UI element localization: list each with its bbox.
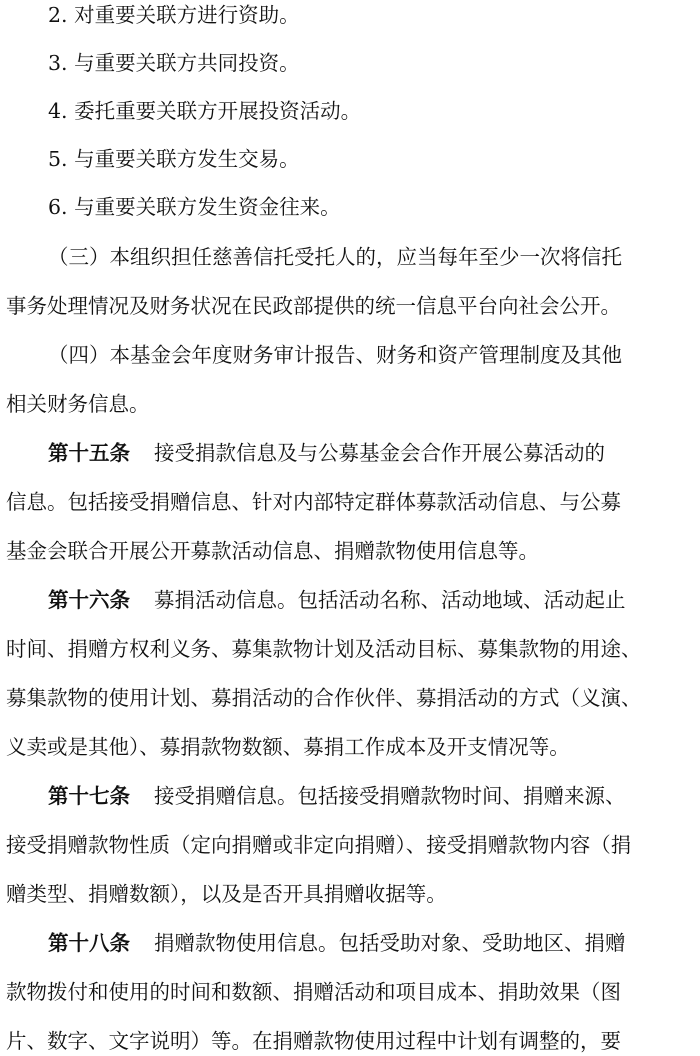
article-line: 赠类型、捐赠数额），以及是否开具捐赠收据等。	[6, 882, 447, 906]
list-item: 5. 与重要关联方发生交易。	[48, 147, 300, 171]
article-line: 片、数字、文字说明）等。在捐赠款物使用过程中计划有调整的，要	[6, 1029, 621, 1053]
article-heading: 第十五条	[48, 441, 130, 465]
article-line: 基金会联合开展公开募款活动信息、捐赠款物使用信息等。	[6, 539, 539, 563]
article-first-line	[48, 586, 626, 614]
article-line: 时间、捐赠方权利义务、募集款物计划及活动目标、募集款物的用途、	[6, 637, 642, 661]
article-heading: 第十八条	[48, 931, 130, 955]
article-text: 接受捐款信息及与公募基金会合作开展公募活动的	[154, 441, 605, 465]
article-first-line	[48, 782, 626, 810]
article-line: 义卖或是其他）、募捐款物数额、募捐工作成本及开支情况等。	[6, 735, 570, 759]
list-item: 2. 对重要关联方进行资助。	[48, 3, 300, 27]
article-text: 捐赠款物使用信息。包括受助对象、受助地区、捐赠	[154, 931, 626, 955]
list-item: 4. 委托重要关联方开展投资活动。	[48, 99, 362, 123]
article-heading: 第十七条	[48, 784, 130, 808]
article-line: 信息。包括接受捐赠信息、针对内部特定群体募款活动信息、与公募	[6, 490, 621, 514]
article-heading: 第十六条	[48, 588, 130, 612]
article-line: 募集款物的使用计划、募捐活动的合作伙伴、募捐活动的方式（义演、	[6, 686, 642, 710]
list-item: 3. 与重要关联方共同投资。	[48, 51, 300, 75]
article-line: 接受捐赠款物性质（定向捐赠或非定向捐赠）、接受捐赠款物内容（捐	[6, 833, 632, 857]
article-first-line	[48, 439, 605, 467]
paragraph-line: （三）本组织担任慈善信托受托人的，应当每年至少一次将信托	[48, 245, 622, 269]
article-line: 款物拨付和使用的时间和数额、捐赠活动和项目成本、捐助效果（图	[6, 980, 621, 1004]
article-text: 接受捐赠信息。包括接受捐赠款物时间、捐赠来源、	[154, 784, 626, 808]
article-text: 募捐活动信息。包括活动名称、活动地域、活动起止	[154, 588, 626, 612]
paragraph-line: 相关财务信息。	[6, 392, 150, 416]
paragraph-line: 事务处理情况及财务状况在民政部提供的统一信息平台向社会公开。	[6, 294, 621, 318]
list-item: 6. 与重要关联方发生资金往来。	[48, 195, 341, 219]
article-first-line	[48, 929, 626, 957]
paragraph-line: （四）本基金会年度财务审计报告、财务和资产管理制度及其他	[48, 343, 622, 367]
